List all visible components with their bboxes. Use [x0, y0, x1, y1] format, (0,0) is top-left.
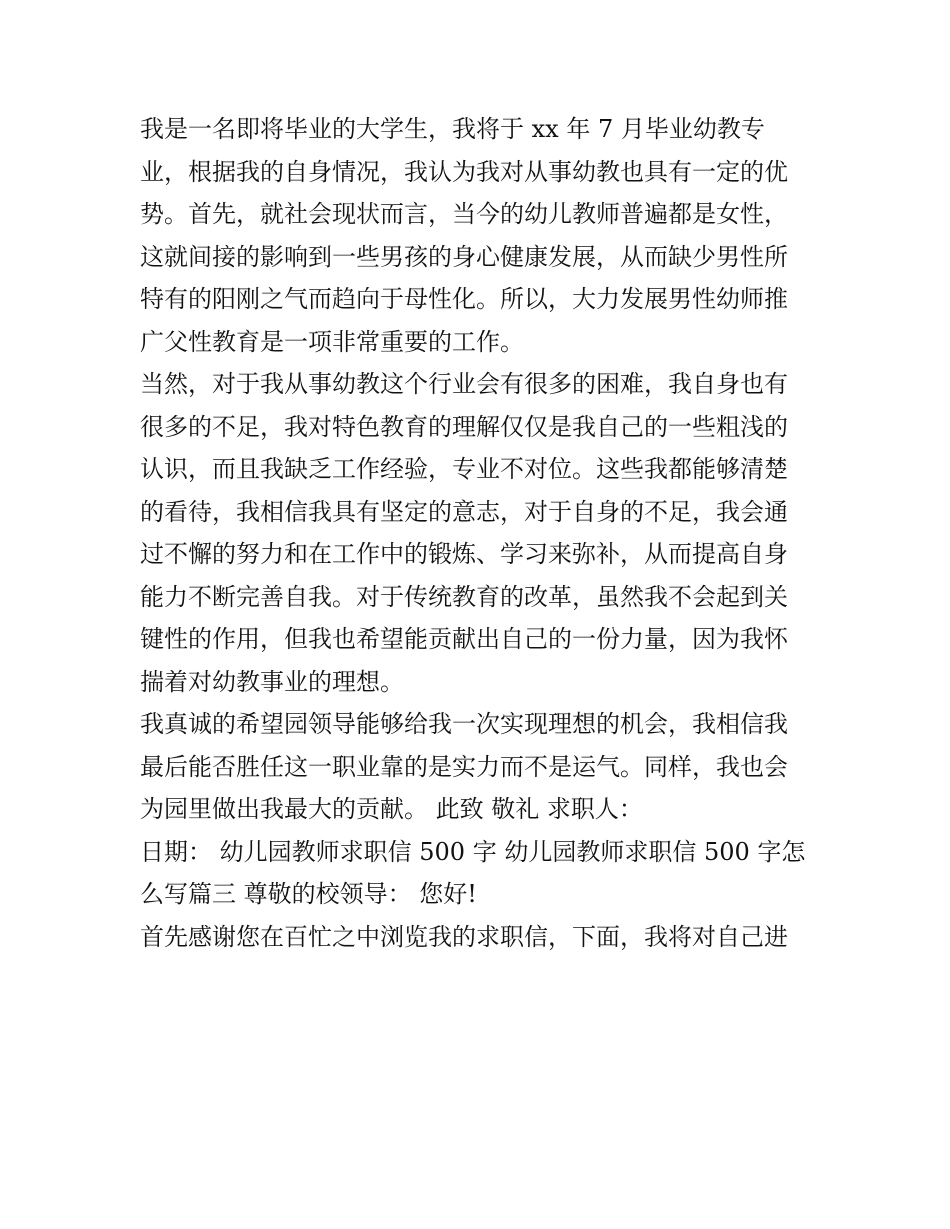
- text-line: 能力不断完善自我。对于传统教育的改革，虽然我不会起到关: [140, 582, 788, 611]
- text-line: 我是一名即将毕业的大学生，我将于 xx 年 7 月毕业幼教专: [140, 115, 765, 143]
- text-line: 日期： 幼儿园教师求职信 500 字 幼儿园教师求职信 500 字怎: [140, 837, 806, 866]
- text-line: 业，根据我的自身情况，我认为我对从事幼教也具有一定的优: [140, 157, 788, 186]
- text-line: 过不懈的努力和在工作中的锻炼、学习来弥补，从而提高自身: [140, 540, 788, 568]
- text-line: 特有的阳刚之气而趋向于母性化。所以，大力发展男性幼师推: [140, 285, 788, 313]
- text-line: 这就间接的影响到一些男孩的身心健康发展，从而缺少男性所: [140, 242, 788, 271]
- text-line: 我真诚的希望园领导能够给我一次实现理想的机会，我相信我: [140, 710, 788, 738]
- text-line: 最后能否胜任这一职业靠的是实力而不是运气。同样，我也会: [140, 752, 788, 781]
- text-line: 为园里做出我最大的贡献。 此致 敬礼 求职人：: [140, 795, 643, 823]
- text-line: 很多的不足，我对特色教育的理解仅仅是我自己的一些粗浅的: [140, 412, 788, 441]
- text-line: 揣着对幼教事业的理想。: [140, 667, 404, 696]
- text-line: 势。首先，就社会现状而言，当今的幼儿教师普遍都是女性，: [140, 200, 788, 228]
- text-line: 认识，而且我缺乏工作经验，专业不对位。这些我都能够清楚: [140, 455, 788, 483]
- letter-body: [140, 108, 820, 958]
- text-line: 首先感谢您在百忙之中浏览我的求职信，下面，我将对自己进: [140, 922, 788, 951]
- text-line: 键性的作用，但我也希望能贡献出自己的一份力量，因为我怀: [140, 625, 788, 653]
- text-line: 广父性教育是一项非常重要的工作。: [140, 327, 524, 356]
- text-line: 么写篇三 尊敬的校领导： 您好!: [140, 880, 477, 908]
- text-line: 当然，对于我从事幼教这个行业会有很多的困难，我自身也有: [140, 370, 788, 398]
- text-line: 的看待，我相信我具有坚定的意志，对于自身的不足，我会通: [140, 497, 788, 526]
